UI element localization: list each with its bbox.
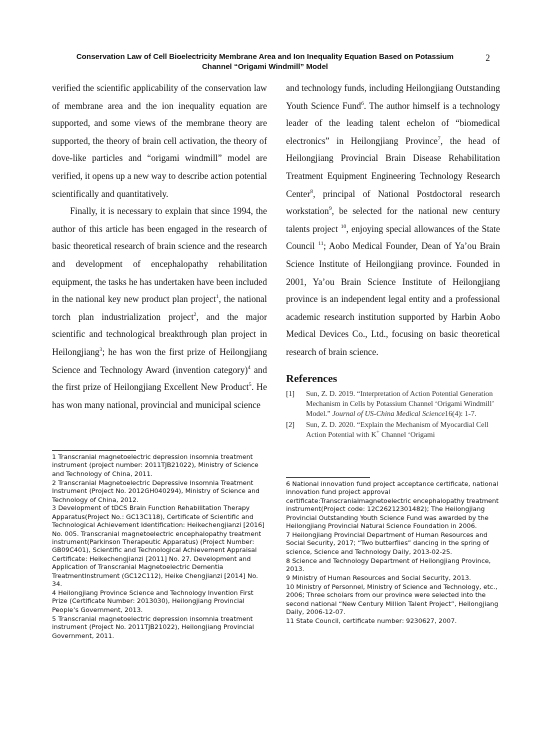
- footnotes-right: [286, 480, 500, 626]
- footnote-marker-11[interactable]: 11: [318, 241, 324, 248]
- footnote-10: 10 Ministry of Personnel, Ministry of Science and Technology, etc., 2006; Three scholars from our province were selected into the second national “New Century Million Talent Project”, Heilongjiang Daily, 2006-12-07.: [286, 582, 499, 617]
- footnote-9: 9 Ministry of Human Resources and Social Security, 2013.: [286, 573, 472, 582]
- right-column: [286, 80, 500, 441]
- footnote-marker-6[interactable]: 6: [361, 100, 364, 107]
- running-header: Conservation Law of Cell Bioelectricity Membrane Area and Ion Inequality Equation Based on Potassium Channel “Origami Windmill” Model: [76, 52, 454, 71]
- footnote-marker-5[interactable]: 5: [248, 382, 252, 389]
- reference-item: [286, 389, 500, 420]
- footnote-marker-8[interactable]: 8: [310, 188, 313, 195]
- footnote-8: 8 Science and Technology Department of Heilongjiang Province, 2013.: [286, 556, 491, 574]
- footnotes-left: [52, 453, 267, 640]
- paragraph-author-honors: and technology funds, including Heilongjiang Outstanding Youth Science Fund$^6$. The author himself is a technology leader of the leading talent echelon of “biomedical electronics” in Heilongjiang Province$^7$, the head of Heilongjiang Provincial Brain Disease Rehabilitation Treatment Equipment Engineering Technology Research Center$^8$, principal of National Postdoctoral research workstation$^9$, be selected for the national new century talents project $^{10}$, enjoying special allowances of the State Council $^{11}$; Aobo Medical Founder, Dean of Ya’ou Brain Science Institute of Heilongjiang province. Founded in 2001, Ya’ou Brain Science Institute of Heilongjiang province is an independent legal entity and a professional academic research institution supported by Harbin Aobo Medical Devices Co., Ltd., focusing on basic theoretical research of brain science.: [286, 83, 500, 357]
- footnote-marker-10[interactable]: 10: [340, 223, 347, 230]
- paragraph-author-projects: Finally, it is necessary to explain that since 1994, the author of this article has been engaged in the research of basic theoretical research of brain science and the research and development of encephalopathy rehabilitation equipment, the tasks he has undertaken have been included in the national key new product plan project$^1$, the national torch plan industrialization project$^2$, and the major scientific and technological breakthrough plan project in Heilongjiang$^3$; he has won the first prize of Heilongjiang Science and Technology Award (invention category)$^4$ and the first prize of Heilongjiang Excellent New Product$^5$. He has won many national, provincial and municipal science: [52, 206, 268, 410]
- footnote-7: 7 Heilongjiang Provincial Department of Human Resources and Social Security, 2017; “Two butterflies” dancing in the spring of science, Science and Technology Daily, 2013-02-25.: [286, 530, 490, 556]
- footnote-marker-7[interactable]: 7: [437, 135, 441, 142]
- footnote-3: 3 Development of tDCS Brain Function Rehabilitation Therapy Apparatus(Project No.: GC13C118), Certificate of Scientific and Technological Achievement Identification: Heikechengjianzi [2016] No. 005. Transcranial magnetoelectric encephalopathy treatment instrument(Parkinson Therapeutic Apparatus) (Project Number: GB09C401), Scientific and Technological Achievement Appraisal Certificate: Heikechengjianzi [2011] No. 27. Development and Application of Transcranial Magnetoelectric Dementia TreatmentInstrument (GC12C112), Heike Chengjianzi [2014] No. 34.: [52, 504, 265, 589]
- footnote-5: 5 Transcranial magnetoelectric depression insomnia treatment instrument (Project No. 2011TJB21022), Heilongjiang Provincial Government, 2011.: [52, 614, 255, 640]
- reference-text: Sun, Z. D. 2019. “Interpretation of Action Potential Generation Mechanism in Cells by Potassium Channel ‘Origami Windmill’ Model.” Journal of US-China Medical Science16(4): 1-7.: [306, 388, 494, 419]
- footnote-4: 4 Heilongjiang Province Science and Technology Invention First Prize (Certificate Number: 2013030), Heilongjiang Provincial People’s Government, 2013.: [52, 589, 254, 614]
- footnote-1: 1 Transcranial magnetoelectric depression insomnia treatment instrument (project number: 2011TJB21022), Ministry of Science and Technology of China, 2011.: [52, 453, 259, 478]
- footnote-marker-4[interactable]: 4: [247, 364, 251, 371]
- reference-text: Sun, Z. D. 2020. “Explain the Mechanism of Myocardial Cell Action Potential with K+ Channel ‘Origami: [306, 419, 489, 440]
- reference-number: [2]: [286, 419, 295, 429]
- references-heading: References: [286, 372, 338, 385]
- reference-number: [1]: [286, 388, 295, 398]
- footnote-6: 6 National innovation fund project acceptance certificate, national innovation fund project approval certificate:Transcranialmagnetoelectric encephalopathy treatment instrument(Project code: 12C26212301482); The Heilongjiang Provincial Outstanding Youth Science Fund was awarded by the Heilongjiang Provincial Natural Science Foundation in 2006.: [286, 480, 499, 531]
- reference-item: [286, 420, 500, 441]
- footnote-2: 2 Transcranial Magnetoelectric Depressive Insomnia Treatment Instrument (Project No. 2012GH040294), Ministry of Science and Technology of China, 2012.: [52, 478, 260, 504]
- left-column: [52, 80, 267, 414]
- page-number: 2: [485, 53, 490, 63]
- footnote-marker-9[interactable]: 9: [328, 206, 332, 213]
- footnote-marker-2[interactable]: 2: [193, 311, 197, 318]
- journal-title: Journal of US-China Medical Science: [332, 409, 445, 419]
- footnote-marker-3[interactable]: 3: [99, 346, 103, 353]
- footnote-marker-1[interactable]: 1: [215, 294, 219, 301]
- paragraph-conclusion: verified the scientific applicability of the conservation law of membrane area and the ion inequality equation are supported, and some views of the membrane theory are supported, the theory of brain cell activation, the theory of dove-like particles and “origami windmill” model are verified, it opens up a new way to describe action potential scientifically and quantitatively.: [52, 83, 267, 199]
- footnote-11: 11 State Council, certificate number: 9230627, 2007.: [286, 617, 457, 625]
- footnote-separator-left: [52, 450, 136, 451]
- footnote-separator-right: [286, 477, 370, 478]
